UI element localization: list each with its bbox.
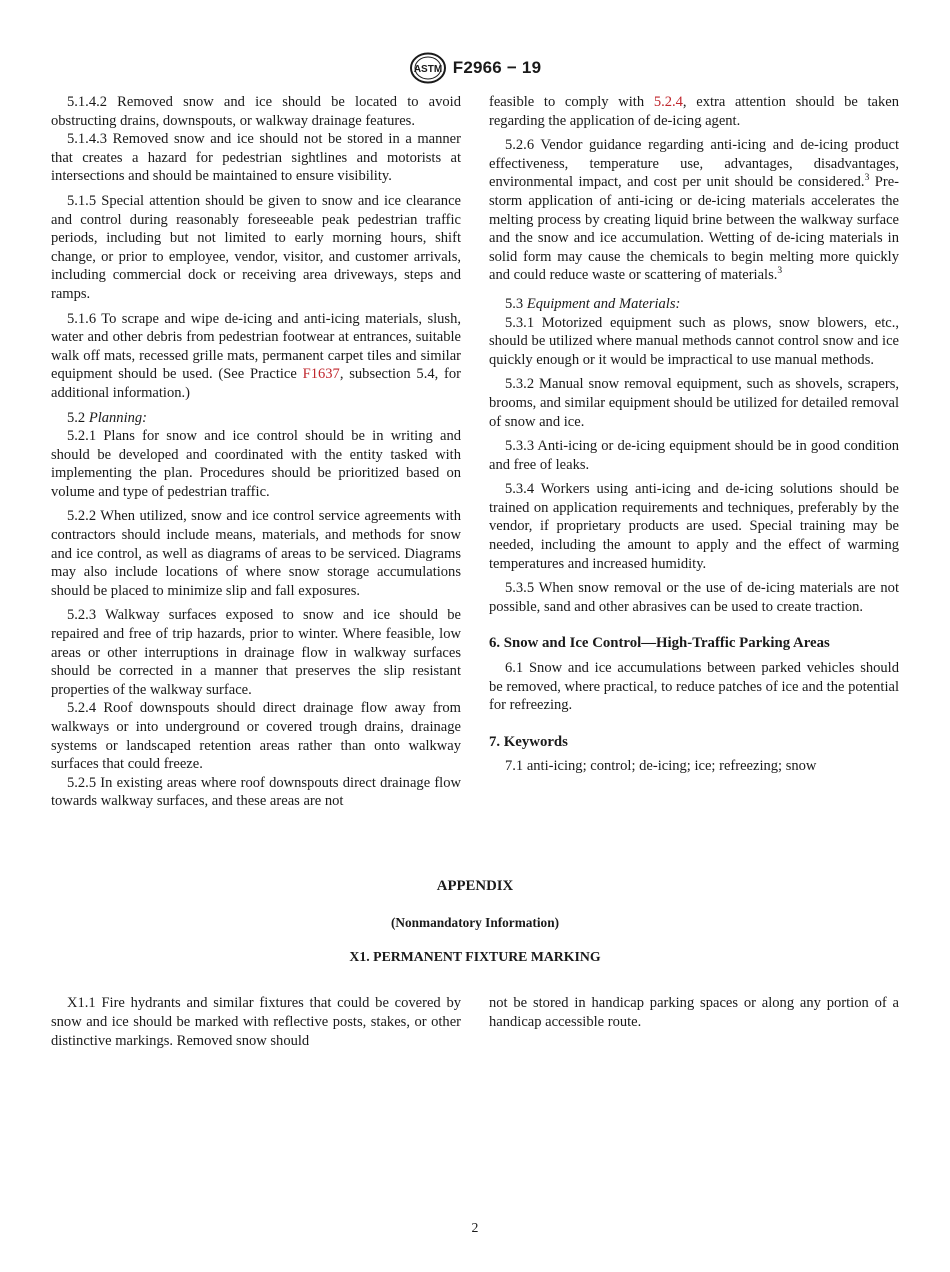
paragraph-5-2-5: 5.2.5 In existing areas where roof downspouts direct drainage flow towards walkway surfaces, and these areas are not [51,774,461,810]
page-header [0,52,950,84]
paragraph-5-2-2: 5.2.2 When utilized, snow and ice control service agreements with contractors should include means, materials, and methods for snow and ice control, as well as diagrams of areas to be serviced. Diagrams may also include locations of where snow storage accumulations should be placed to minimize slip and fall exposures. [51,508,461,599]
left-column [51,93,461,811]
link-5-2-4[interactable]: 5.2.4 [653,94,683,110]
section-7-heading: 7. Keywords [489,733,568,750]
paragraph-5-2-4: 5.2.4 Roof downspouts should direct drainage flow away from walkways or into underground or covered trough drains, drainage systems or landscaped retention areas rather than onto walkway surfaces that could freeze. [51,700,461,773]
paragraph-6-1: 6.1 Snow and ice accumulations between parked vehicles should be removed, where practical, to reduce patches of ice and the potential for refreezing. [489,660,899,714]
heading-5-3: 5.3 Equipment and Materials: [505,295,681,312]
appendix-right-column [489,994,899,1032]
paragraph-x1-1-cont: not be stored in handicap parking spaces or along any portion of a handicap accessible route. [489,995,899,1030]
paragraph-5-1-4-3: 5.1.4.3 Removed snow and ice should not be stored in a manner that creates a hazard for pedestrian sightlines and motorists at intersections and should be maintained to ensure visibility. [51,131,461,185]
link-f1637[interactable]: F1637 [302,366,340,383]
heading-5-2: 5.2 Planning: [67,409,148,426]
paragraph-5-1-4-2: 5.1.4.2 Removed snow and ice should be located to avoid obstructing drains, downspouts, or walkway drainage features. [51,94,461,129]
svg-text:ASTM: ASTM [413,64,442,75]
paragraph-5-3-3: 5.3.3 Anti-icing or de-icing equipment should be in good condition and free of leaks. [489,438,899,473]
section-6-heading: 6. Snow and Ice Control—High-Traffic Parking Areas [489,635,830,652]
paragraph-5-1-5: 5.1.5 Special attention should be given to snow and ice clearance and control during reasonably foreseeable peak pedestrian traffic periods, including but not limited to early morning hours, shift change, or prior to employee, vendor, visitor, and customer arrivals, including commercial dock or receiving area driveways, steps and ramps. [51,192,461,302]
paragraph-5-3-5: 5.3.5 When snow removal or the use of de-icing materials are not possible, sand and other abrasives can be used to create traction. [489,580,899,615]
paragraph-5-2-6: 5.2.6 Vendor guidance regarding anti-icing and de-icing product effectiveness, temperature use, advantages, disadvantages, environmental impact, and cost per unit should be considered.$^3$ Pre-storm application of anti-icing or de-icing materials accelerates the melting process by creating liquid brine between the walkway surface and the snow and ice accumulation. Wetting of de-icing materials in solid form may cause the chemicals to begin melting more quickly and could reduce waste or scattering of materials.$^3$ [489,137,900,284]
right-column [489,93,899,776]
footnote-ref-3: 3 [777,266,783,277]
appendix-x1-heading: X1. PERMANENT FIXTURE MARKING [349,949,601,964]
standard-designation: F2966 − 19 [452,58,542,77]
paragraph-5-3-4: 5.3.4 Workers using anti-icing and de-icing solutions should be trained on application requirements and techniques, preferably by the vendor, if proprietary products are used. Special training may be needed, including the amount to apply and the effect of warming temperatures and increased humidity. [489,481,899,572]
appendix-left-column [51,994,461,1051]
paragraph-5-2-3: 5.2.3 Walkway surfaces exposed to snow and ice should be repaired and free of trip hazards, prior to winter. Where feasible, low areas or other interruptions in drainage flow in walkway surfaces should be corrected in a manner that preserves the slip resistant properties of the walkway surface. [51,607,461,698]
paragraph-5-3-2: 5.3.2 Manual snow removal equipment, such as shovels, scrapers, brooms, and similar equipment should be utilized for detailed removal of snow and ice. [489,376,899,430]
paragraph-x1-1: X1.1 Fire hydrants and similar fixtures that could be covered by snow and ice should be marked with reflective posts, stakes, or other distinctive markings. Removed snow should [51,995,461,1049]
paragraph-5-1-6: 5.1.6 To scrape and wipe de-icing and anti-icing materials, slush, water and other debris from pedestrian footwear at entrances, suitable walk off mats, recessed grille mats, permanent carpet tiles and similar equipment should be used. (See Practice F1637, subsection 5.4, for additional information.) [51,310,461,401]
paragraph-5-2-5-cont: feasible to comply with 5.2.4, extra attention should be taken regarding the application of de-icing agent. [489,94,899,129]
paragraph-5-3-1: 5.3.1 Motorized equipment such as plows, snow blowers, etc., should be utilized where manual methods cannot control snow and ice quickly enough or it would be impractical to use manual methods. [489,314,899,368]
appendix-title: APPENDIX [436,878,514,894]
footnote-ref-3: 3 [864,173,870,184]
appendix-subtitle: (Nonmandatory Information) [390,915,560,930]
paragraph-5-2-1: 5.2.1 Plans for snow and ice control should be in writing and should be developed and coordinated with the entity tasked with implementing the plan. Procedures should be prioritized based on volume and type of pedestrian traffic. [51,428,461,500]
astm-logo-icon [409,52,447,84]
page-number: 2 [471,1220,479,1235]
paragraph-7-1: 7.1 anti-icing; control; de-icing; ice; refreezing; snow [505,758,817,775]
